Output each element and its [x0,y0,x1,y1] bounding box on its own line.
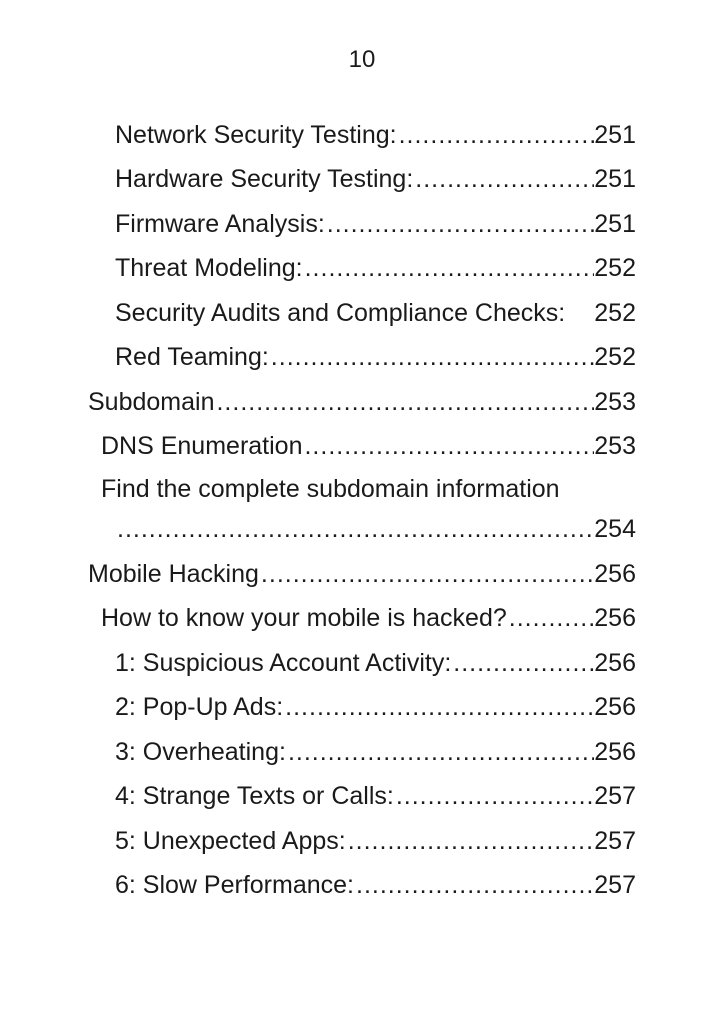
toc-entry-page: 254 [594,515,636,543]
dot-leader [394,779,594,813]
toc-entry-page: 257 [594,782,636,810]
toc-entry-network-security-testing[interactable] [115,116,636,152]
toc-entry-suspicious-activity[interactable] [115,644,636,680]
toc-entry-dns-enumeration[interactable] [101,427,636,463]
toc-entry-page: 252 [594,343,636,371]
toc-entry-title: Red Teaming: [115,343,269,371]
dot-leader [302,429,594,463]
toc-entry-title: Threat Modeling: [115,254,303,282]
toc-entry-title: 5: Unexpected Apps: [115,827,346,855]
dot-leader [286,735,594,769]
dot-leader [214,385,594,419]
dot-leader [507,601,595,635]
toc-entry-page: 251 [594,210,636,238]
toc-entry-page: 253 [594,432,636,460]
dot-leader [451,646,594,680]
toc-entry-overheating[interactable] [115,733,636,769]
toc-entry-title: Firmware Analysis: [115,210,325,238]
toc-entry-page: 256 [594,693,636,721]
toc-entry-title: 1: Suspicious Account Activity: [115,649,452,677]
dot-leader [354,868,594,902]
toc-entry-page: 251 [594,121,636,149]
toc-entry-title: How to know your mobile is hacked? [101,604,507,632]
toc-entry-how-to-know[interactable] [101,599,636,635]
dot-leader [413,162,594,196]
toc-entry-title: Network Security Testing: [115,121,397,149]
toc-entry-red-teaming[interactable] [115,338,636,374]
toc-entry-find-subdomain-title[interactable]: Find the complete subdomain information [101,475,560,503]
toc-entry-title: Hardware Security Testing: [115,165,414,193]
dot-leader [259,557,594,591]
toc-entry-page: 256 [594,649,636,677]
toc-entry-page: 257 [594,827,636,855]
toc-entry-page: 252 [594,299,636,327]
dot-leader [303,251,595,285]
toc-entry-unexpected-apps[interactable] [115,822,636,858]
toc-entry-title: Subdomain [88,388,215,416]
toc-entry-page: 252 [594,254,636,282]
toc-entry-strange-texts[interactable] [115,777,636,813]
toc-entry-page: 256 [594,738,636,766]
toc-entry-security-audits[interactable] [115,294,636,330]
toc-entry-title: DNS Enumeration [101,432,303,460]
toc-entry-title: 6: Slow Performance: [115,871,354,899]
toc-entry-page: 251 [594,165,636,193]
toc-entry-title: 2: Pop-Up Ads: [115,693,284,721]
toc-entry-find-subdomain-leader[interactable] [115,510,636,546]
toc-entry-firmware-analysis[interactable] [115,205,636,241]
toc-entry-page: 257 [594,871,636,899]
dot-leader [269,340,594,374]
toc-entry-title: 3: Overheating: [115,738,286,766]
toc-entry-title: Security Audits and Compliance Checks: [115,299,566,327]
dot-leader [283,690,594,724]
toc-entry-page: 253 [594,388,636,416]
dot-leader [397,118,595,152]
toc-entry-subdomain[interactable] [88,383,636,419]
toc-entry-title: 4: Strange Texts or Calls: [115,782,394,810]
dot-leader [115,512,594,546]
toc-entry-threat-modeling[interactable] [115,249,636,285]
toc-entry-page: 256 [594,560,636,588]
dot-leader [346,824,595,858]
page-number: 10 [348,46,376,73]
toc-entry-page: 256 [594,604,636,632]
toc-entry-hardware-security-testing[interactable] [115,160,636,196]
toc-entry-pop-up-ads[interactable] [115,688,636,724]
toc-entry-title: Mobile Hacking [88,560,259,588]
toc-entry-slow-performance[interactable] [115,866,636,902]
toc-entry-mobile-hacking[interactable] [88,555,636,591]
dot-leader [325,207,595,241]
